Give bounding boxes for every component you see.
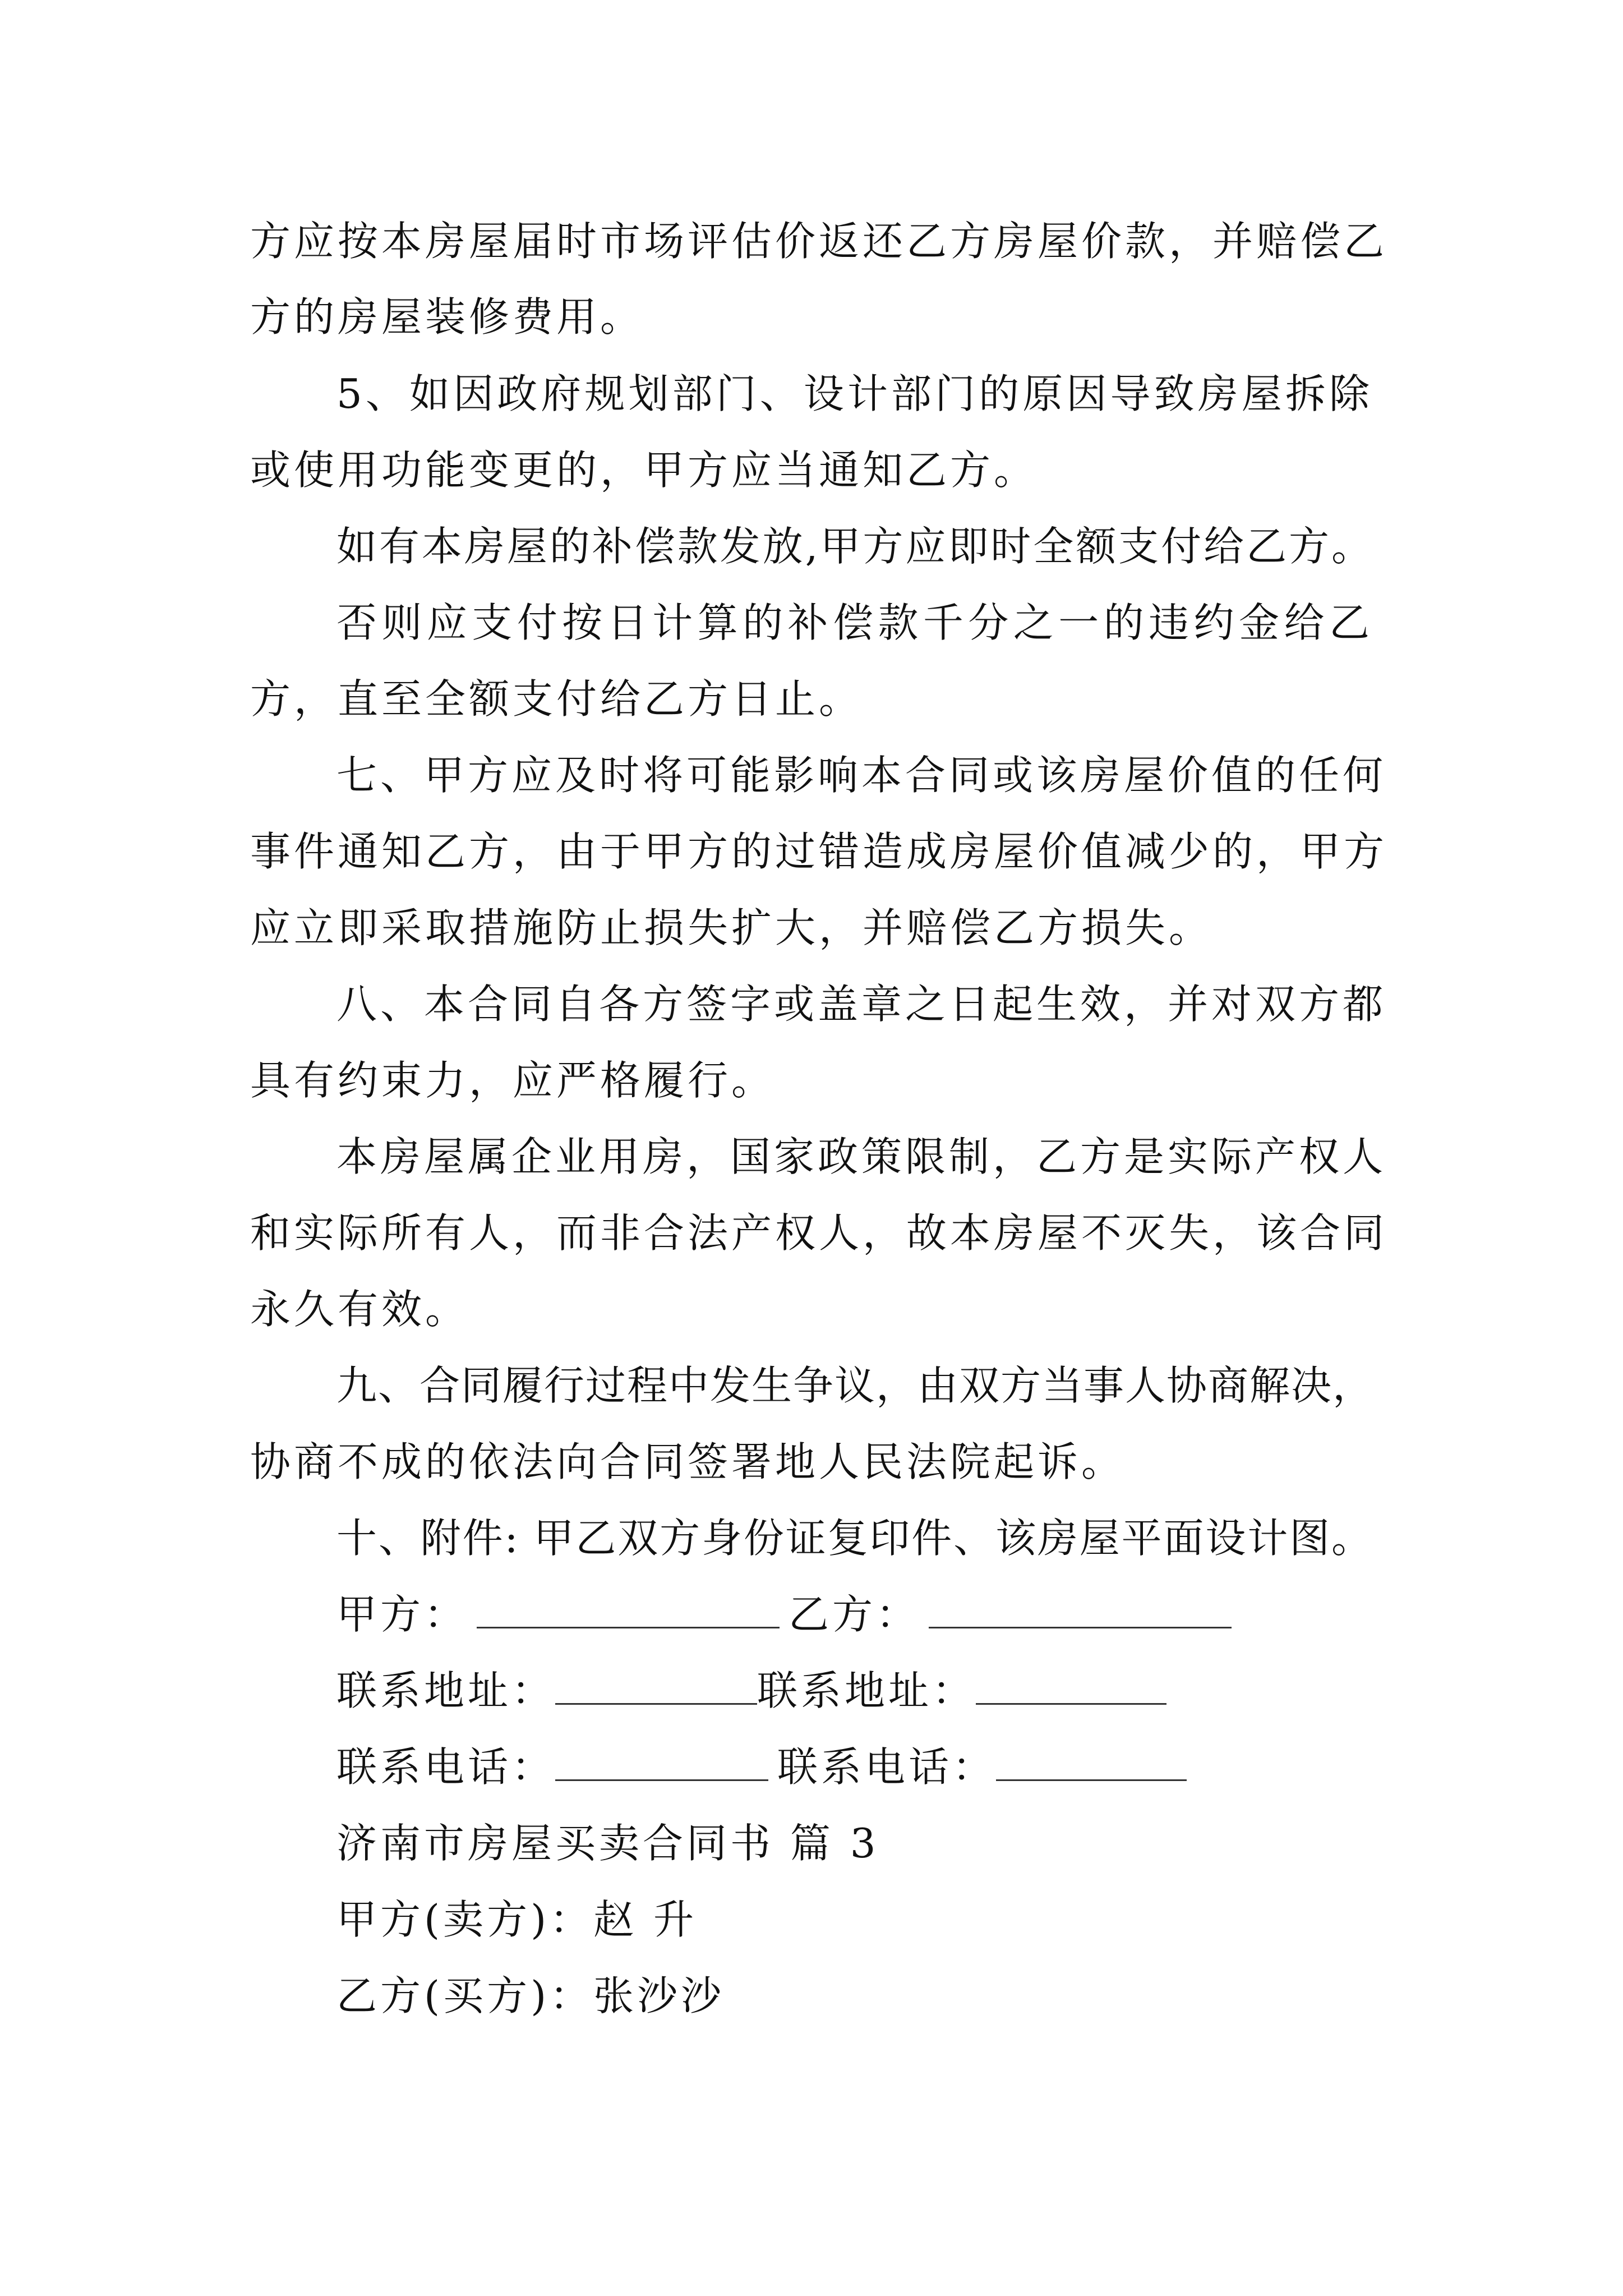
paragraph-line: 协商不成的依法向合同签署地人民法院起诉。 — [250, 1438, 1126, 1485]
paragraph-line: 如有本房屋的补偿款发放,甲方应即时全额支付给乙方。 — [336, 523, 1373, 570]
address-a-blank — [555, 1664, 757, 1705]
paragraph-line: 方，直至全额支付给乙方日止。 — [250, 675, 863, 723]
address-label-a: 联系地址： — [336, 1667, 556, 1714]
paragraph-line: 方的房屋装修费用。 — [250, 293, 644, 341]
signature-row-address — [336, 1663, 1175, 1719]
signature-row-phone — [336, 1739, 1196, 1795]
paragraph-line: 具有约束力，应严格履行。 — [250, 1057, 776, 1104]
signature-row-parties — [336, 1586, 1241, 1642]
address-b-blank — [976, 1664, 1166, 1705]
paragraph-line: 5、如因政府规划部门、设计部门的原因导致房屋拆除 — [336, 370, 1373, 417]
party-a-blank — [477, 1588, 780, 1628]
party-a-label: 甲方： — [336, 1591, 468, 1638]
phone-b-blank — [996, 1740, 1187, 1781]
paragraph-line: 八、本合同自各方签字或盖章之日起生效，并对双方都 — [336, 981, 1387, 1028]
seller-line: 甲方(卖方)：赵 升 — [336, 1896, 698, 1943]
paragraph-line: 本房屋属企业用房，国家政策限制，乙方是实际产权人 — [336, 1133, 1387, 1180]
paragraph-line: 应立即采取措施防止损失扩大，并赔偿乙方损失。 — [250, 904, 1213, 951]
paragraph-line: 和实际所有人，而非合法产权人，故本房屋不灭失，该合同 — [250, 1209, 1388, 1257]
party-b-label: 乙方： — [789, 1591, 920, 1638]
section-title: 济南市房屋买卖合同书 篇 3 — [336, 1820, 879, 1867]
paragraph-line: 永久有效。 — [250, 1286, 469, 1333]
party-b-blank — [929, 1588, 1232, 1628]
phone-label-a: 联系电话： — [336, 1743, 556, 1791]
paragraph-line: 或使用功能变更的，甲方应当通知乙方。 — [250, 447, 1038, 494]
paragraph-line: 九、合同履行过程中发生争议，由双方当事人协商解决， — [336, 1362, 1375, 1409]
paragraph-line: 十、附件: 甲乙双方身份证复印件、该房屋平面设计图。 — [336, 1515, 1373, 1562]
phone-a-blank — [555, 1740, 768, 1781]
address-label-b: 联系地址： — [757, 1667, 976, 1714]
paragraph-line: 方应按本房屋届时市场评估价返还乙方房屋价款，并赔偿乙 — [250, 218, 1388, 265]
paragraph-line: 事件通知乙方，由于甲方的过错造成房屋价值减少的，甲方 — [250, 828, 1388, 875]
buyer-line: 乙方(买方)：张沙沙 — [336, 1972, 725, 2019]
paragraph-line: 否则应支付按日计算的补偿款千分之一的违约金给乙 — [336, 599, 1373, 646]
phone-label-b: 联系电话： — [777, 1743, 997, 1791]
paragraph-line: 七、甲方应及时将可能影响本合同或该房屋价值的任何 — [336, 752, 1387, 799]
